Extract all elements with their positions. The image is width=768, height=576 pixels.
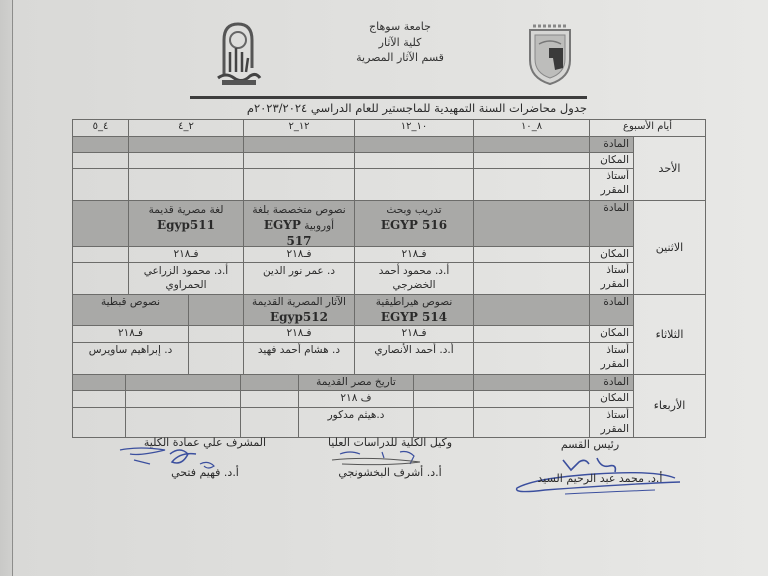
place-cell: فـ٢١٨	[72, 325, 189, 343]
row-label-professor: أستاذ المقرر	[589, 168, 634, 201]
signature-role-department-head: رئيس القسم	[560, 438, 620, 451]
row-label-place: المكان	[589, 325, 634, 343]
time-slot-header: ٢_٤	[128, 119, 244, 137]
row-label-subject: المادة	[589, 136, 634, 153]
row-label-subject: المادة	[589, 200, 634, 247]
professor-cell	[354, 168, 474, 201]
professor-cell	[128, 168, 244, 201]
signature-name-vice-dean: أ.د. أشرف البخشونجي	[338, 466, 442, 479]
subject-cell	[128, 136, 244, 153]
professor-cell	[72, 168, 129, 201]
faculty-name: كلية الآثار	[378, 36, 422, 49]
time-slot-header: ٤_٥	[72, 119, 129, 137]
professor-cell	[72, 262, 129, 295]
professor-cell	[473, 168, 590, 201]
title-underline-bar	[190, 96, 587, 99]
professor-cell: د. إبراهيم ساويرس	[72, 342, 189, 375]
professor-cell	[473, 407, 590, 438]
time-slot-header: ٨_١٠	[473, 119, 590, 137]
professor-cell	[125, 407, 241, 438]
subject-cell	[473, 294, 590, 326]
professor-cell	[72, 407, 126, 438]
subject-cell	[243, 294, 355, 326]
subject-cell	[243, 200, 355, 247]
university-name: جامعة سوهاج	[369, 20, 431, 33]
row-label-professor: أستاذ المقرر	[589, 407, 634, 438]
professor-cell	[473, 262, 590, 295]
subject-cell	[413, 374, 474, 391]
subject-name: الآثار المصرية القديمة	[252, 296, 346, 308]
faculty-logo-icon	[212, 18, 264, 88]
place-cell	[240, 390, 299, 408]
subject-cell	[72, 136, 129, 153]
place-cell: فـ٢١٨	[243, 325, 355, 343]
subject-cell	[188, 294, 244, 326]
university-logo-icon	[525, 22, 575, 86]
subject-name: تاريخ مصر القديمة	[316, 376, 396, 388]
place-cell	[128, 152, 244, 169]
place-cell	[473, 152, 590, 169]
place-cell	[354, 152, 474, 169]
course-code: Egyp512	[270, 310, 328, 324]
course-code: Egyp511	[157, 218, 215, 232]
subject-name: لغة مصرية قديمة	[148, 204, 224, 216]
professor-cell	[240, 407, 299, 438]
subject-cell	[298, 374, 414, 391]
subject-name: نصوص قبطية	[100, 296, 161, 308]
professor-cell	[188, 342, 244, 375]
professor-cell: أ.د. أحمد الأنصاري	[354, 342, 474, 375]
place-cell	[72, 246, 129, 263]
subject-cell	[473, 200, 590, 247]
subject-cell	[243, 136, 355, 153]
course-code: EGYP 514	[380, 310, 448, 324]
day-wednesday: الأربعاء	[633, 374, 706, 438]
page-fold-line	[12, 0, 13, 576]
professor-cell	[413, 407, 474, 438]
row-label-professor: أستاذ المقرر	[589, 342, 634, 375]
professor-cell	[243, 168, 355, 201]
subject-cell	[354, 136, 474, 153]
place-cell	[72, 390, 126, 408]
subject-cell	[72, 200, 129, 247]
time-slot-header: ١٠_١٢	[354, 119, 474, 137]
subject-cell	[72, 294, 189, 326]
subject-cell	[125, 374, 241, 391]
place-cell	[473, 325, 590, 343]
place-cell	[188, 325, 244, 343]
place-cell: فـ٢١٨	[243, 246, 355, 263]
course-code: EGYP 516	[380, 218, 448, 232]
subject-cell	[240, 374, 299, 391]
signature-role-vice-dean: وكيل الكلية للدراسات العليا	[327, 436, 453, 449]
signature-name-dean-supervisor: أ.د. فهيم فتحي	[171, 466, 239, 479]
place-cell	[473, 246, 590, 263]
signature-name-department-head: أ.د. محمد عبد الرحيم السيد	[537, 472, 663, 485]
subject-cell	[473, 136, 590, 153]
row-label-professor: أستاذ المقرر	[589, 262, 634, 295]
professor-cell: أ.د. محمود الزراعي الحمراوي	[128, 262, 244, 295]
day-monday: الاثنين	[633, 200, 706, 295]
place-cell	[125, 390, 241, 408]
subject-cell	[128, 200, 244, 247]
row-label-subject: المادة	[589, 374, 634, 391]
place-cell: فـ٢١٨	[128, 246, 244, 263]
page-title: جدول محاضرات السنة التمهيدية للماجستير للعام الدراسي ٢٠٢٣/٢٠٢٤م	[246, 101, 587, 115]
row-label-place: المكان	[589, 390, 634, 408]
subject-name: نصوص متخصصة بلغة أوروبية	[252, 204, 346, 232]
place-cell	[473, 390, 590, 408]
signature-role-dean-supervisor: المشرف علي عمادة الكلية	[143, 436, 267, 449]
day-tuesday: الثلاثاء	[633, 294, 706, 375]
place-cell: فـ٢١٨	[354, 325, 474, 343]
course-code: EGYP 517	[263, 218, 312, 247]
subject-name: نصوص هيراطيقية	[375, 296, 453, 308]
professor-cell: أ.د. محمود أحمد الخضرجي	[354, 262, 474, 295]
place-cell	[243, 152, 355, 169]
subject-name: تدريب وبحث	[386, 204, 442, 216]
professor-cell	[473, 342, 590, 375]
department-name: قسم الآثار المصرية	[356, 51, 444, 64]
row-label-subject: المادة	[589, 294, 634, 326]
place-cell	[72, 152, 129, 169]
professor-cell: د. هشام أحمد فهيد	[243, 342, 355, 375]
time-slot-header: ١٢_٢	[243, 119, 355, 137]
subject-cell	[72, 374, 126, 391]
professor-cell: د. عمر نور الدين	[243, 262, 355, 295]
row-label-place: المكان	[589, 246, 634, 263]
place-cell: فـ٢١٨	[354, 246, 474, 263]
professor-cell: د.هيثم مدكور	[298, 407, 414, 438]
day-sunday: الأحد	[633, 136, 706, 201]
subject-cell	[354, 294, 474, 326]
subject-cell	[354, 200, 474, 247]
place-cell: ف ٢١٨	[298, 390, 414, 408]
place-cell	[413, 390, 474, 408]
days-header: أيام الأسبوع	[589, 119, 706, 137]
subject-cell	[473, 374, 590, 391]
row-label-place: المكان	[589, 152, 634, 169]
